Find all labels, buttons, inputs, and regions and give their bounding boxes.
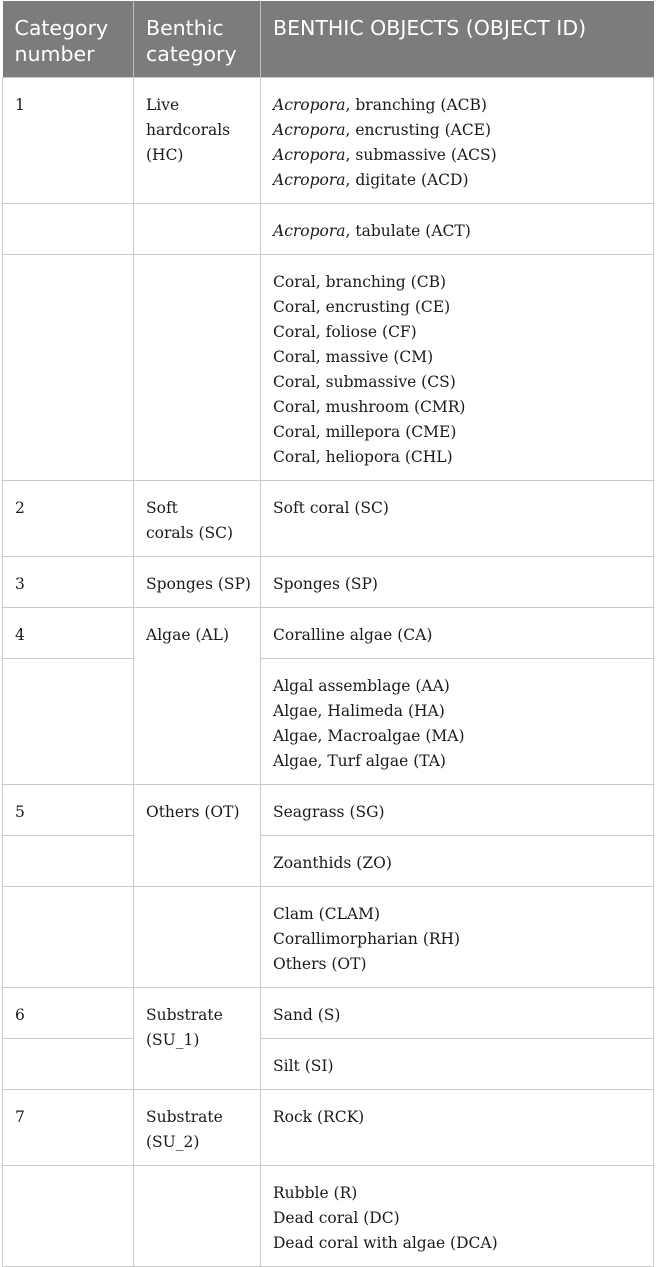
table-row (3, 481, 654, 557)
header-benthic-objects (261, 1, 654, 78)
genus-name: Acropora (273, 146, 346, 164)
table-row (3, 78, 654, 204)
category-number-cell: 3 (3, 557, 134, 608)
category-number-cell: 2 (3, 481, 134, 557)
table-row (3, 255, 654, 481)
benthic-category-text: Substrate (146, 1006, 223, 1024)
benthic-objects-cell (261, 1166, 654, 1267)
benthic-object-item (273, 1181, 641, 1206)
object-description: , tabulate (ACT) (345, 222, 471, 240)
object-description: Algae, Macroalgae (MA) (273, 727, 465, 745)
object-description: Others (OT) (273, 955, 367, 973)
benthic-object-item (273, 143, 641, 168)
object-description: Algae, Halimeda (HA) (273, 702, 445, 720)
benthic-objects-cell (261, 255, 654, 481)
category-number-cell (3, 836, 134, 887)
object-description: , digitate (ACD) (345, 171, 469, 189)
category-number-cell: 4 (3, 608, 134, 659)
header-text-line: Benthic (146, 16, 224, 40)
object-description: , branching (ACB) (345, 96, 487, 114)
object-description: Coralline algae (CA) (273, 626, 433, 644)
table-row (3, 608, 654, 659)
category-number-cell: 7 (3, 1090, 134, 1166)
table-row (3, 1090, 654, 1166)
benthic-object-item (273, 674, 641, 699)
genus-name: Acropora (273, 222, 346, 240)
header-benthic-category (134, 1, 261, 78)
object-description: Coral, foliose (CF) (273, 323, 417, 341)
table-row (3, 557, 654, 608)
object-description: , encrusting (ACE) (345, 121, 492, 139)
benthic-objects-cell (261, 785, 654, 836)
header-category-number (3, 1, 134, 78)
object-description: Coral, mushroom (CMR) (273, 398, 466, 416)
object-description: Clam (CLAM) (273, 905, 380, 923)
benthic-object-item (273, 927, 641, 952)
benthic-category-cell (134, 1090, 261, 1166)
benthic-object-item (273, 724, 641, 749)
table-row (3, 659, 654, 785)
benthic-object-item (273, 219, 641, 244)
benthic-objects-cell (261, 836, 654, 887)
genus-name: Acropora (273, 121, 346, 139)
table-row (3, 988, 654, 1039)
object-description: Silt (SI) (273, 1057, 334, 1075)
category-number-cell (3, 1039, 134, 1090)
benthic-category-cell (134, 1166, 261, 1267)
table-body (3, 78, 654, 1267)
benthic-object-item (273, 1231, 641, 1256)
object-description: Coral, millepora (CME) (273, 423, 457, 441)
benthic-object-item (273, 168, 641, 193)
object-description: Coral, encrusting (CE) (273, 298, 451, 316)
object-description: Rubble (R) (273, 1184, 358, 1202)
benthic-category-cell (134, 557, 261, 608)
header-text-line: number (14, 42, 95, 66)
benthic-object-item (273, 952, 641, 977)
object-description: Rock (RCK) (273, 1108, 365, 1126)
object-description: Dead coral with algae (DCA) (273, 1234, 498, 1252)
table-row (3, 1039, 654, 1090)
object-description: Seagrass (SG) (273, 803, 385, 821)
benthic-category-cell (134, 204, 261, 255)
benthic-category-text: Soft (146, 499, 178, 517)
benthic-object-item (273, 320, 641, 345)
benthic-objects-cell (261, 204, 654, 255)
object-description: Corallimorpharian (RH) (273, 930, 461, 948)
table-row (3, 887, 654, 988)
benthic-object-item (273, 270, 641, 295)
table-row (3, 836, 654, 887)
benthic-object-item (273, 93, 641, 118)
benthic-objects-cell (261, 659, 654, 785)
benthic-object-item (273, 345, 641, 370)
table-row (3, 204, 654, 255)
benthic-objects-cell (261, 78, 654, 204)
table-header (3, 1, 654, 78)
benthic-object-item (273, 1105, 641, 1130)
category-number-cell (3, 659, 134, 785)
benthic-objects-cell (261, 608, 654, 659)
table-row (3, 1166, 654, 1267)
benthic-category-text: corals (SC) (146, 524, 234, 542)
header-text-line: BENTHIC OBJECTS (OBJECT ID) (273, 16, 587, 40)
benthic-category-text: Substrate (146, 1108, 223, 1126)
benthic-category-text: Others (OT) (146, 803, 240, 821)
benthic-objects-cell (261, 557, 654, 608)
benthic-object-item (273, 395, 641, 420)
benthic-category-cell (134, 78, 261, 204)
benthic-objects-cell (261, 1039, 654, 1090)
object-description: Coral, massive (CM) (273, 348, 434, 366)
benthic-category-text: Live (146, 96, 180, 114)
benthic-category-text: (SU_2) (146, 1133, 200, 1151)
header-text-line: category (146, 42, 237, 66)
object-description: Zoanthids (ZO) (273, 854, 392, 872)
benthic-object-item (273, 749, 641, 774)
benthic-objects-cell (261, 988, 654, 1039)
benthic-category-cell (134, 608, 261, 785)
category-number-cell: 1 (3, 78, 134, 204)
benthic-object-item (273, 1003, 641, 1028)
benthic-object-item (273, 295, 641, 320)
benthic-category-text: (HC) (146, 146, 184, 164)
benthic-objects-cell (261, 1090, 654, 1166)
benthic-category-cell (134, 255, 261, 481)
benthic-object-item (273, 623, 641, 648)
benthic-object-item (273, 420, 641, 445)
header-row (3, 1, 654, 78)
object-description: , submassive (ACS) (345, 146, 497, 164)
genus-name: Acropora (273, 96, 346, 114)
category-number-cell (3, 204, 134, 255)
benthic-objects-cell (261, 887, 654, 988)
benthic-category-text: Algae (AL) (146, 626, 229, 644)
object-description: Algae, Turf algae (TA) (273, 752, 446, 770)
benthic-object-item (273, 445, 641, 470)
header-text-line: Category (14, 16, 109, 40)
category-number-cell (3, 1166, 134, 1267)
benthic-category-text: hardcorals (146, 121, 231, 139)
genus-name: Acropora (273, 171, 346, 189)
table-row (3, 785, 654, 836)
benthic-object-item (273, 699, 641, 724)
benthic-category-cell (134, 785, 261, 887)
benthic-object-item (273, 851, 641, 876)
object-description: Coral, branching (CB) (273, 273, 447, 291)
benthic-category-cell (134, 481, 261, 557)
benthic-category-cell (134, 887, 261, 988)
benthic-categories-table (2, 1, 654, 1267)
category-number-cell: 5 (3, 785, 134, 836)
benthic-object-item (273, 118, 641, 143)
object-description: Sand (S) (273, 1006, 341, 1024)
category-number-cell (3, 887, 134, 988)
benthic-category-text: Sponges (SP) (146, 575, 251, 593)
benthic-object-item (273, 496, 641, 521)
object-description: Dead coral (DC) (273, 1209, 400, 1227)
benthic-category-text: (SU_1) (146, 1031, 200, 1049)
benthic-object-item (273, 370, 641, 395)
benthic-object-item (273, 902, 641, 927)
benthic-object-item (273, 1206, 641, 1231)
object-description: Coral, heliopora (CHL) (273, 448, 453, 466)
object-description: Soft coral (SC) (273, 499, 389, 517)
benthic-object-item (273, 572, 641, 597)
category-number-cell: 6 (3, 988, 134, 1039)
benthic-objects-cell (261, 481, 654, 557)
benthic-object-item (273, 1054, 641, 1079)
object-description: Sponges (SP) (273, 575, 378, 593)
benthic-object-item (273, 800, 641, 825)
benthic-category-cell (134, 988, 261, 1090)
category-number-cell (3, 255, 134, 481)
object-description: Coral, submassive (CS) (273, 373, 456, 391)
object-description: Algal assemblage (AA) (273, 677, 450, 695)
